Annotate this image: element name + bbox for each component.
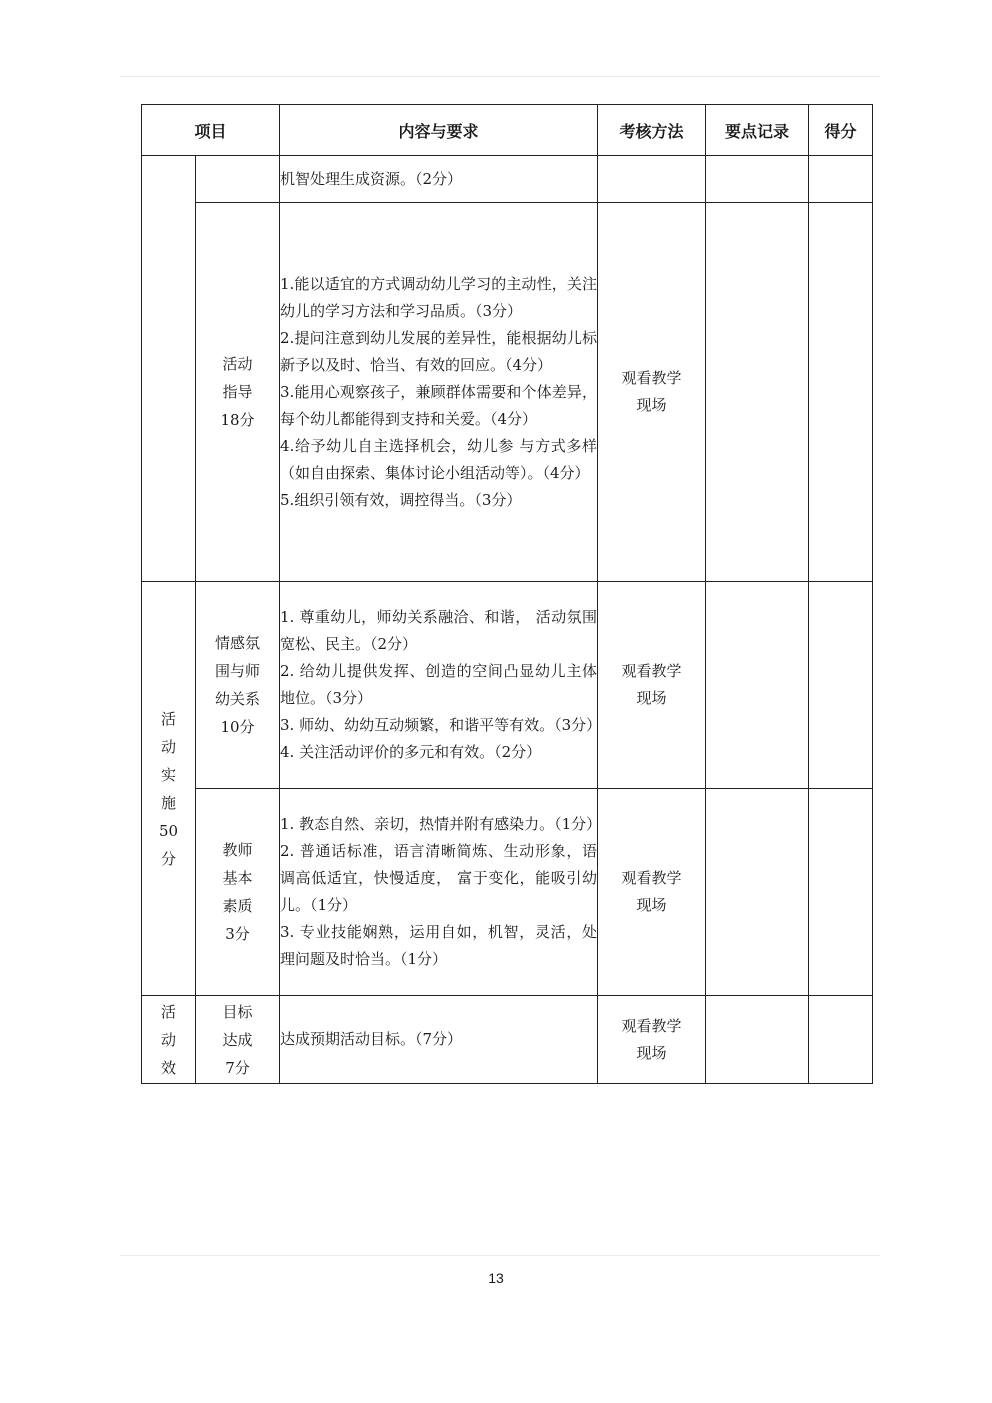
notes-cell[interactable] xyxy=(706,582,809,789)
score-cell[interactable] xyxy=(809,582,873,789)
page-number: 13 xyxy=(488,1270,504,1286)
content-line: 1. 尊重幼儿，师幼关系融洽、和谐， 活动氛围宽松、民主。（2分） xyxy=(280,608,598,653)
content-line: 2. 普通话标准，语言清晰简炼、生动形象，语调高低适宜，快慢适度， 富于变化，能吸引幼儿。（1分） xyxy=(280,842,598,914)
header-method: 考核方法 xyxy=(598,105,706,156)
evaluation-table xyxy=(141,104,873,1084)
category-cell-implementation: 活 动 实 施 50 分 xyxy=(142,582,196,996)
table-row xyxy=(142,203,873,582)
notes-cell[interactable] xyxy=(706,203,809,582)
bleed-line xyxy=(120,1255,880,1256)
subcategory-cell: 目标 达成 7分 xyxy=(196,996,280,1084)
subcategory-cell: 活动 指导 18分 xyxy=(196,203,280,582)
method-cell: 观看教学 现场 xyxy=(598,203,706,582)
notes-cell[interactable] xyxy=(706,996,809,1084)
score-cell[interactable] xyxy=(809,789,873,996)
method-cell xyxy=(598,156,706,203)
content-line: 4. 关注活动评价的多元和有效。（2分） xyxy=(280,743,542,761)
method-cell: 观看教学 现场 xyxy=(598,996,706,1084)
content-line: 3.能用心观察孩子，兼顾群体需要和个体差异，每个幼儿都能得到支持和关爱。（4分） xyxy=(280,382,598,428)
content-line: 机智处理生成资源。（2分） xyxy=(280,169,463,188)
subcategory-cell: 教师 基本 素质 3分 xyxy=(196,789,280,996)
content-cell xyxy=(280,996,598,1084)
subcategory-cell: 情感氛 围与师 幼关系 10分 xyxy=(196,582,280,789)
score-cell[interactable] xyxy=(809,996,873,1084)
content-cell xyxy=(280,789,602,996)
method-cell: 观看教学 现场 xyxy=(598,789,706,996)
header-score: 得分 xyxy=(809,105,873,156)
table-row xyxy=(142,582,873,789)
header-notes: 要点记录 xyxy=(706,105,809,156)
content-cell xyxy=(280,156,598,203)
score-cell[interactable] xyxy=(809,203,873,582)
content-line: 5.组织引领有效，调控得当。（3分） xyxy=(280,490,522,509)
table-row xyxy=(142,996,873,1084)
content-line: 1. 教态自然、亲切，热情并附有感染力。（1分） xyxy=(280,815,602,833)
content-line: 1.能以适宜的方式调动幼儿学习的主动性，关注幼儿的学习方法和学习品质。（3分） xyxy=(280,274,598,320)
method-cell: 观看教学 现场 xyxy=(598,582,706,789)
header-row xyxy=(142,105,873,156)
content-line: 2.提问注意到幼儿发展的差异性，能根据幼儿标新予以及时、恰当、有效的回应。（4分） xyxy=(280,328,598,374)
bleed-line xyxy=(120,76,880,77)
score-cell[interactable] xyxy=(809,156,873,203)
notes-cell[interactable] xyxy=(706,789,809,996)
content-cell xyxy=(280,203,598,582)
content-line: 3. 师幼、幼幼互动频繁，和谐平等有效。（3分） xyxy=(280,716,602,734)
header-item: 项目 xyxy=(142,105,280,156)
content-cell xyxy=(280,582,602,789)
category-cell-effect: 活 动 效 xyxy=(142,996,196,1084)
content-line: 3. 专业技能娴熟，运用自如，机智，灵活，处理问题及时恰当。（1分） xyxy=(280,923,598,968)
content-line: 4.给予幼儿自主选择机会，幼儿参 与方式多样（如自由探索、集体讨论小组活动等）。（4分） xyxy=(280,436,598,482)
table-row xyxy=(142,789,873,996)
table-row xyxy=(142,156,873,203)
content-line: 2. 给幼儿提供发挥、创造的空间凸显幼儿主体地位。（3分） xyxy=(280,662,598,707)
subcategory-cell-empty xyxy=(196,156,280,203)
category-cell-empty xyxy=(142,156,196,582)
content-line: 达成预期活动目标。（7分） xyxy=(280,1030,463,1048)
notes-cell[interactable] xyxy=(706,156,809,203)
header-content: 内容与要求 xyxy=(280,105,598,156)
